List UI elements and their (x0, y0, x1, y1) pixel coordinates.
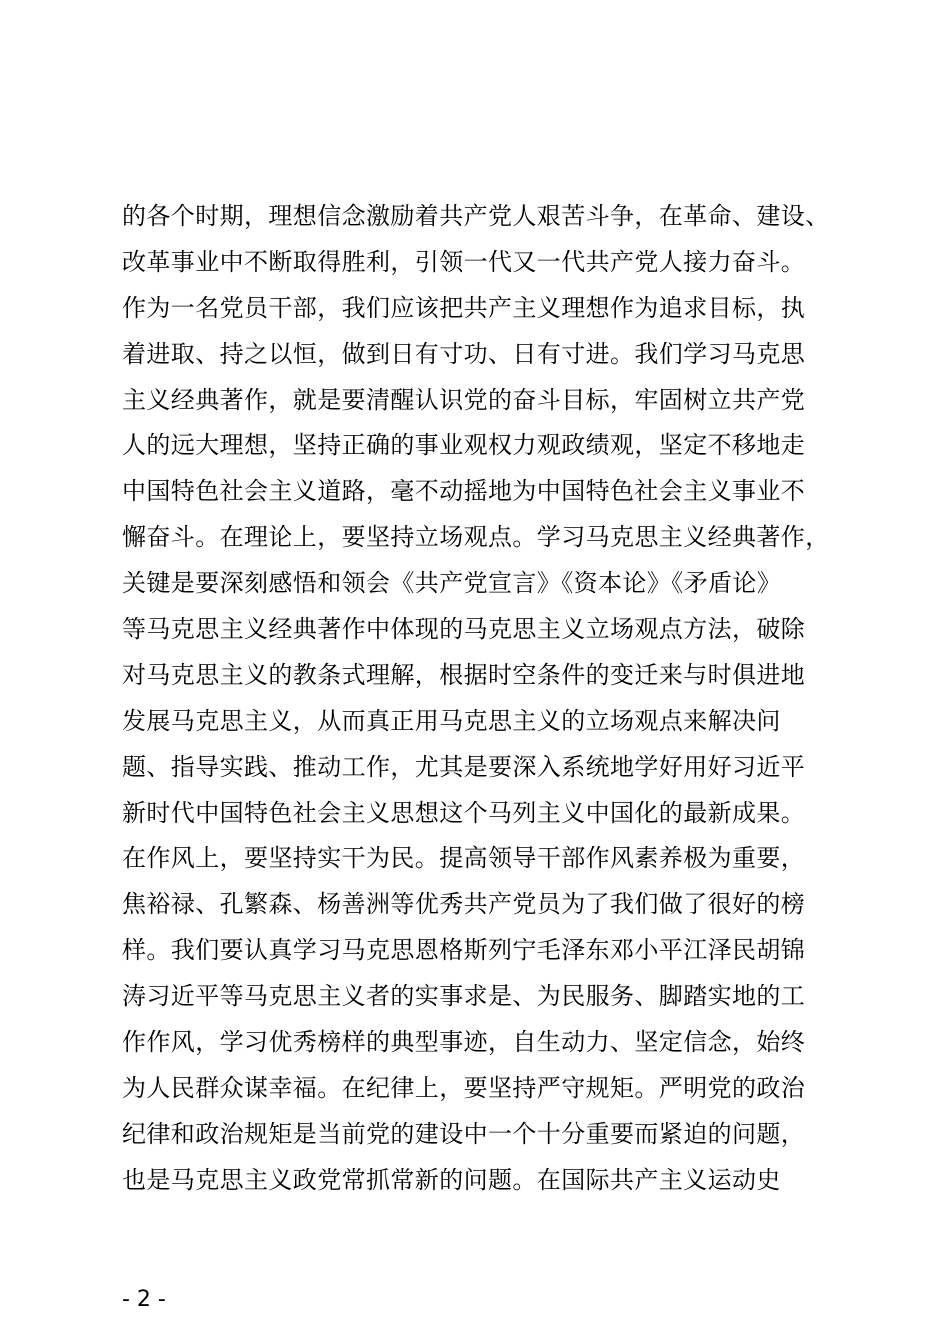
text-line: 为人民群众谋幸福。在纪律上，要坚持严守规矩。严明党的政治 (122, 1073, 806, 1102)
text-line: 中国特色社会主义道路，毫不动摇地为中国特色社会主义事业不 (122, 477, 806, 506)
text-line: 作作风，学习优秀榜样的典型事迹，自生动力、坚定信念，始终 (122, 1028, 806, 1057)
text-line: 发展马克思主义，从而真正用马克思主义的立场观点来解决问 (122, 706, 781, 735)
text-line: 关键是要深刻感悟和领会《共产党宣言》《资本论》《矛盾论》 (122, 569, 782, 598)
text-line: 新时代中国特色社会主义思想这个马列主义中国化的最新成果。 (122, 798, 806, 827)
text-line: 作为一名党员干部，我们应该把共产主义理想作为追求目标，执 (122, 293, 806, 322)
text-line: 也是马克思主义政党常抓常新的问题。在国际共产主义运动史 (122, 1165, 781, 1194)
text-line: 样。我们要认真学习马克思恩格斯列宁毛泽东邓小平江泽民胡锦 (122, 936, 806, 965)
text-line: 的各个时期，理想信念激励着共产党人艰苦斗争，在革命、建设、 (122, 202, 830, 230)
text-line: 等马克思主义经典著作中体现的马克思主义立场观点方法，破除 (122, 615, 806, 644)
text-line: 人的远大理想，坚持正确的事业观权力观政绩观，坚定不移地走 (122, 431, 806, 460)
text-line: 对马克思主义的教条式理解，根据时空条件的变迁来与时俱进地 (122, 660, 806, 689)
text-line: 改革事业中不断取得胜利，引领一代又一代共产党人接力奋斗。 (122, 247, 806, 276)
text-line: 主义经典著作，就是要清醒认识党的奋斗目标，牢固树立共产党 (122, 385, 806, 414)
text-line: 懈奋斗。在理论上，要坚持立场观点。学习马克思主义经典著作， (122, 523, 830, 552)
text-line: 涛习近平等马克思主义者的实事求是、为民服务、脚踏实地的工 (122, 982, 806, 1011)
text-line: 纪律和政治规矩是当前党的建设中一个十分重要而紧迫的问题， (122, 1119, 806, 1148)
body-text (122, 194, 842, 1204)
text-line: 在作风上，要坚持实干为民。提高领导干部作风素养极为重要， (122, 844, 806, 873)
text-line: 着进取、持之以恒，做到日有寸功、日有寸进。我们学习马克思 (122, 339, 806, 368)
text-line: 题、指导实践、推动工作，尤其是要深入系统地学好用好习近平 (122, 752, 806, 781)
page-number: - 2 - (122, 1287, 166, 1312)
text-line: 焦裕禄、孔繁森、杨善洲等优秀共产党员为了我们做了很好的榜 (122, 890, 806, 919)
